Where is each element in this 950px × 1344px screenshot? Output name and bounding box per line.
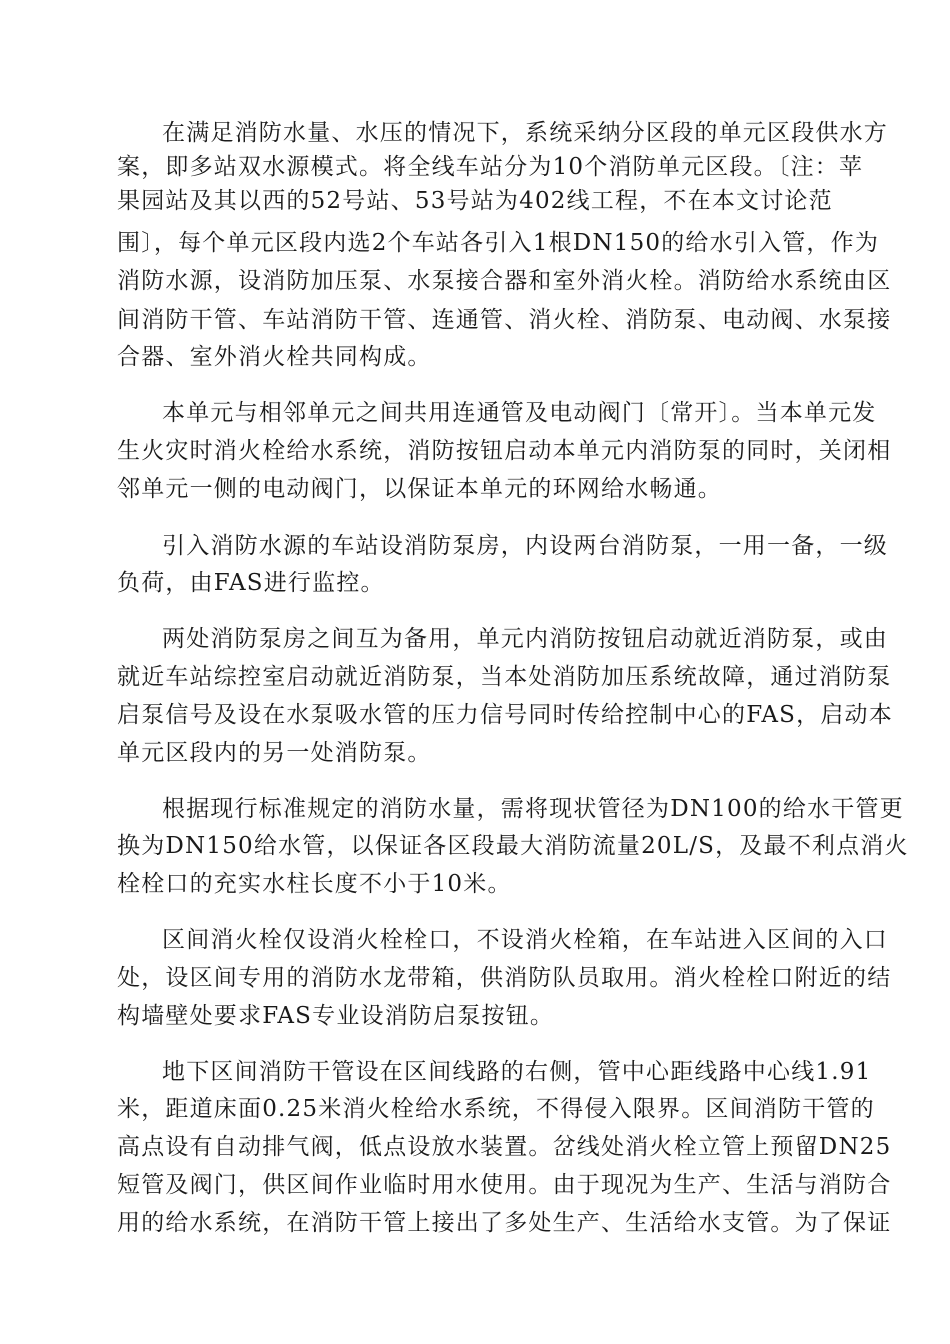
paragraph-1-line-5: 消防水源，设消防加压泵、水泵接合器和室外消火栓。消防给水系统由区: [117, 268, 892, 294]
paragraph-7-line-3: 高点设有自动排气阀，低点设放水装置。岔线处消火栓立管上预留DN25: [117, 1134, 892, 1160]
paragraph-4-line-1: 两处消防泵房之间互为备用，单元内消防按钮启动就近消防泵，或由: [162, 626, 888, 652]
paragraph-1-line-3: 果园站及其以西的52号站、53号站为402线工程，不在本文讨论范: [117, 188, 833, 214]
paragraph-5-line-1: 根据现行标准规定的消防水量，需将现状管径为DN100的给水干管更: [162, 796, 904, 822]
paragraph-1-line-7: 合器、室外消火栓共同构成。: [117, 344, 432, 370]
paragraph-6-line-3: 构墙壁处要求FAS专业设消防启泵按钮。: [117, 1003, 555, 1029]
paragraph-2-line-2: 生火灾时消火栓给水系统，消防按钮启动本单元内消防泵的同时，关闭相: [117, 438, 892, 464]
paragraph-4-line-3: 启泵信号及设在水泵吸水管的压力信号同时传给控制中心的FAS，启动本: [117, 702, 893, 728]
paragraph-1-line-6: 间消防干管、车站消防干管、连通管、消火栓、消防泵、电动阀、水泵接: [117, 307, 892, 333]
paragraph-2-line-3: 邻单元一侧的电动阀门，以保证本单元的环网给水畅通。: [117, 476, 722, 502]
paragraph-7-line-4: 短管及阀门，供区间作业临时用水使用。由于现况为生产、生活与消防合: [117, 1172, 892, 1198]
paragraph-3-line-2: 负荷，由FAS进行监控。: [117, 570, 385, 596]
paragraph-3-line-1: 引入消防水源的车站设消防泵房，内设两台消防泵，一用一备，一级: [162, 533, 888, 559]
paragraph-1-line-2: 案，即多站双水源模式。将全线车站分为10个消防单元区段。〔注：苹: [117, 154, 864, 180]
paragraph-7-line-2: 米，距道床面0.25米消火栓给水系统，不得侵入限界。区间消防干管的: [117, 1096, 875, 1122]
paragraph-7-line-1: 地下区间消防干管设在区间线路的右侧，管中心距线路中心线1.91: [162, 1059, 872, 1085]
paragraph-7-line-5: 用的给水系统，在消防干管上接出了多处生产、生活给水支管。为了保证: [117, 1210, 892, 1236]
paragraph-5-line-2: 换为DN150给水管，以保证各区段最大消防流量20L/S，及最不利点消火: [117, 833, 909, 859]
paragraph-4-line-2: 就近车站综控室启动就近消防泵，当本处消防加压系统故障，通过消防泵: [117, 664, 892, 690]
paragraph-5-line-3: 栓栓口的充实水柱长度不小于10米。: [117, 871, 512, 897]
paragraph-4-line-4: 单元区段内的另一处消防泵。: [117, 740, 432, 766]
paragraph-2-line-1: 本单元与相邻单元之间共用连通管及电动阀门〔常开〕。当本单元发: [162, 400, 877, 426]
paragraph-6-line-2: 处，设区间专用的消防水龙带箱，供消防队员取用。消火栓栓口附近的结: [117, 965, 892, 991]
paragraph-1-line-1: 在满足消防水量、水压的情况下，系统采纳分区段的单元区段供水方: [162, 120, 888, 146]
paragraph-6-line-1: 区间消火栓仅设消火栓栓口，不设消火栓箱，在车站进入区间的入口: [162, 927, 888, 953]
paragraph-1-line-4: 围〕，每个单元区段内选2个车站各引入1根DN150的给水引入管，作为: [117, 230, 880, 256]
